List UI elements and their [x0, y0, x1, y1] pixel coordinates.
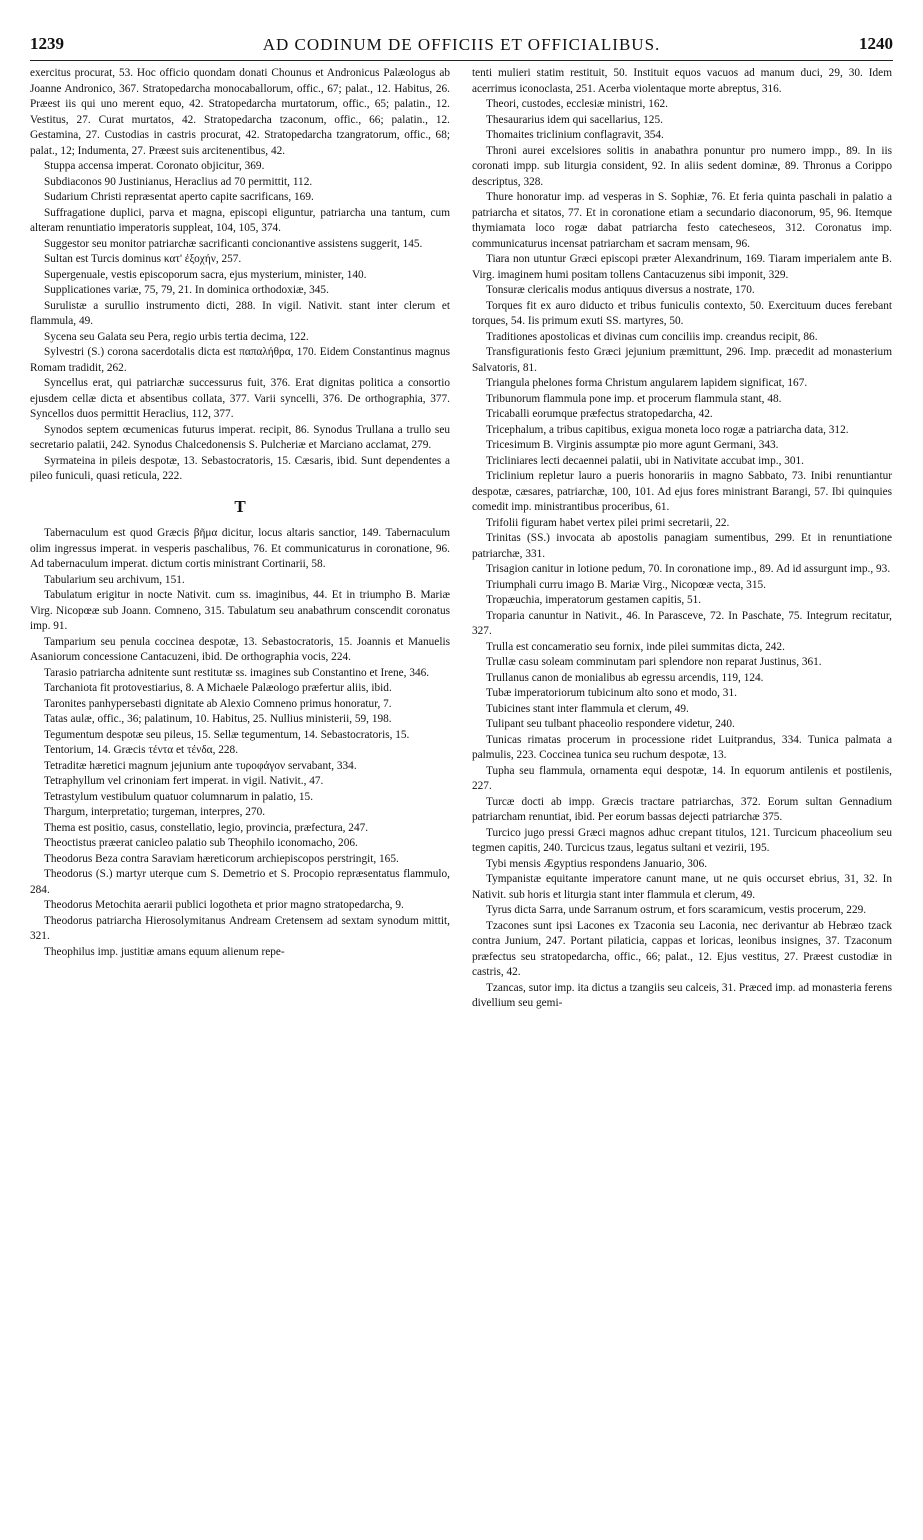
- index-entry: Trullæ casu soleam comminutam pari splendore non reparat Justinus, 361.: [486, 656, 822, 668]
- index-entry: Syrmateina in pileis despotæ, 13. Sebastocratoris, 15. Cæsaris, ibid. Sunt dependentes a pileo funiculi, quasi reticula, 222.: [30, 454, 450, 482]
- index-entry: Tarchaniota fit protovestiarius, 8. A Michaele Palæologo præfertur aliis, ibid.: [44, 682, 392, 694]
- index-entry: Theodorus patriarcha Hierosolymitanus Andream Cretensem ad sextam synodum mittit, 321.: [30, 914, 450, 942]
- running-title: AD CODINUM DE OFFICIIS ET OFFICIALIBUS.: [262, 35, 661, 54]
- index-entry: Throni aurei excelsiores solitis in anabathra ponuntur pro numero impp., 89. In iis coronati impp. sub liturgia consident, 92. In aliis sedent dominæ, 89. Thronus a Corippo descriptus, 328.: [472, 144, 892, 188]
- index-entry: Tricaballi eorumque præfectus stratopedarcha, 42.: [486, 408, 713, 420]
- index-entry: Tabularium seu archivum, 151.: [44, 573, 185, 586]
- index-entry: Tetraditæ hæretici magnum jejunium ante τυροφάγον servabant, 334.: [44, 759, 357, 772]
- index-entry: Supplicationes variæ, 75, 79, 21. In dominica orthodoxiæ, 345.: [44, 284, 329, 296]
- index-entry: Trulla est concameratio seu fornix, inde pilei summitas dicta, 242.: [486, 640, 785, 653]
- index-entry: Trisagion canitur in lotione pedum, 70. In coronatione imp., 89. Ad id assurgunt imp., 93.: [486, 563, 891, 575]
- index-entry: Tabernaculum est quod Græcis βῆμα dicitur, locus altaris sanctior, 149. Tabernaculum olim ingressus imperat. in vesperis paschalibus, 76. Et communicaturus in coronatione, 96. Ad tabernaculum imperat. dictum cortis ministrant Cortinarii, 58.: [30, 527, 450, 570]
- right-page-number: 1240: [859, 34, 893, 53]
- left-column: [30, 66, 450, 1526]
- index-entry: Tonsuræ clericalis modus antiquus diversus a nostrate, 170.: [486, 284, 755, 296]
- index-entry: tenti mulieri statim restituit, 50. Instituit equos vacuos ad manum duci, 29, 30. Idem acerrimus iconoclasta, 251. Acerba violentaque morte abreptus, 316.: [472, 67, 892, 95]
- index-entry: Turcico jugo pressi Græci magnos adhuc crepant titulos, 121. Turcicum phaceolium seu tegmen capitis, 240. Turcicus tzaus, legatus sultani et vezirii, 195.: [472, 826, 892, 854]
- right-entries: [472, 66, 892, 1012]
- index-entry: Triclinium repletur lauro a pueris honorariis in magno Sabbato, 73. Inibi renuntiantur despotæ, cæsares, patriarchæ, 100, 101. Ad ejus fores ministrant Barangi, 57. Ibi quinquies comedit imp. ministrantibus proceribus, 61.: [472, 470, 892, 513]
- index-entry: Tricephalum, a tribus capitibus, exigua moneta loco rogæ a patriarcha data, 312.: [486, 423, 849, 436]
- index-entry: Sultan est Turcis dominus κατ' ἐξοχήν, 257.: [44, 253, 242, 265]
- index-entry: Thesaurarius idem qui sacellarius, 125.: [486, 113, 663, 126]
- index-entry: Tubicines stant inter flammula et clerum, 49.: [486, 702, 689, 715]
- index-entry: Theodorus Beza contra Saraviam hæreticorum archiepiscopos perstringit, 165.: [44, 852, 399, 865]
- index-entry: Triumphali curru imago B. Mariæ Virg., Nicopœæ vecta, 315.: [486, 578, 766, 591]
- index-entry: Tetrastylum vestibulum quatuor columnarum in palatio, 15.: [44, 790, 314, 803]
- index-entry: Supergenuale, vestis episcoporum sacra, ejus mysterium, minister, 140.: [44, 268, 367, 281]
- index-entry: Theodorus Metochita aerarii publici logotheta et prior magno stratopedarcha, 9.: [44, 899, 404, 911]
- index-entry: Tatas aulæ, offic., 36; palatinum, 10. Habitus, 25. Nullius ministerii, 59, 198.: [44, 713, 392, 725]
- running-header: [30, 34, 893, 61]
- index-entry: Thomaites triclinium conflagravit, 354.: [486, 129, 664, 141]
- index-entry: Tabulatum erigitur in nocte Nativit. cum ss. imaginibus, 44. Et in triumpho B. Mariæ Virg. Nicopœæ sub Joann. Comneno, 315. Tabulatum seu anabathrum conscendit coronatus imp. 91.: [30, 589, 450, 632]
- index-entry: Tzancas, sutor imp. ita dictus a tzangiis seu calceis, 31. Præced imp. ad monasteria ferens divellium seu gemi-: [472, 981, 892, 1009]
- index-entry: Tropæuchia, imperatorum gestamen capitis, 51.: [486, 594, 702, 606]
- index-entry: Torques fit ex auro diducto et tribus funiculis contexto, 50. Exercituum duces ferebant torques, 54. Iis primum exuti SS. martyres, 50.: [472, 299, 892, 327]
- index-entry: Sudarium Christi repræsentat aperto capite sacrificans, 169.: [44, 191, 314, 203]
- index-entry: Thema est positio, casus, constellatio, legio, provincia, præfectura, 247.: [44, 821, 369, 834]
- left-page-number: 1239: [30, 34, 64, 53]
- index-entry: Stuppa accensa imperat. Coronato objicitur, 369.: [44, 160, 265, 172]
- index-entry: Tribunorum flammula pone imp. et procerum flammula stant, 48.: [486, 392, 782, 405]
- index-entry: Tarasio patriarcha adnitente sunt restitutæ ss. imagines sub Constantino et Irene, 346.: [44, 666, 430, 679]
- index-entry: Tubæ imperatoriorum tubicinum alto sono et modo, 31.: [486, 687, 737, 699]
- index-entry: Suffragatione duplici, parva et magna, episcopi eliguntur, patriarcha una tantum, cum alteram renuntiatio imperatoris suppleat, 104, 105, 374.: [30, 206, 450, 234]
- index-entry: Thure honoratur imp. ad vesperas in S. Sophiæ, 76. Et feria quinta paschali in palatio a patriarcha et sitatos, 77. Et in coronatione etiam a secundario diaconorum, 95, 96. Itemque thymiamata loco rogæ dabat patriarcha festo catecheseos, 312. Coronatus imp. communicaturus incensat patriarcham et sacram mensam, 96.: [472, 191, 892, 250]
- index-entry: Thargum, interpretatio; turgeman, interpres, 270.: [44, 806, 266, 818]
- index-entry: Trifolii figuram habet vertex pilei primi secretarii, 22.: [486, 516, 730, 529]
- index-entry: Tympanistæ equitante imperatore canunt mane, ut ne quis occurset ebrius, 31, 32. In Nativit. sub horis et liturgia stant inter flammula et clerum, 49.: [472, 873, 892, 901]
- index-entry: Tegumentum despotæ seu pileus, 15. Sellæ tegumentum, 14. Sebastocratoris, 15.: [44, 728, 410, 741]
- index-entry: Turcæ docti ab impp. Græcis tractare patriarchas, 372. Eorum sultan Gennadium patriarcham renuntiat, ibid. Per eorum bassas dejecti patriarchæ 375.: [472, 795, 892, 823]
- index-entry: Sylvestri (S.) corona sacerdotalis dicta est παπαλήθρα, 170. Eidem Constantinus magnus Romam tradidit, 262.: [30, 346, 450, 374]
- index-entry: Tamparium seu penula coccinea despotæ, 13. Sebastocratoris, 15. Joannis et Manuelis Asaniorum concessione Cantacuzeni, ibid. De orthographia vocis, 224.: [30, 635, 450, 663]
- index-entry: Tetraphyllum vel crinoniam fert imperat. in vigil. Nativit., 47.: [44, 775, 324, 787]
- index-entry: Tybi mensis Ægyptius respondens Januario, 306.: [486, 857, 708, 870]
- index-entry: Tentorium, 14. Græcis τέντα et τένδα, 228.: [44, 744, 239, 756]
- index-entry: Transfigurationis festo Græci jejunium præmittunt, 296. Imp. præcedit ad monasterium Salvatoris, 81.: [472, 346, 892, 374]
- index-entry: Tupha seu flammula, ornamenta equi despotæ, 14. In equorum antilenis et postilenis, 227.: [472, 764, 892, 792]
- index-entry: Syncellus erat, qui patriarchæ successurus fuit, 376. Erat dignitas politica a consortio ejusdem cellæ dicta et absentibus collata, 377. Varii syncelli, 376. De orthographia, 377. Syncellos duos permittit Heraclius, 112, 377.: [30, 377, 450, 420]
- index-entry: Trullanus canon de monialibus ab egressu arcendis, 119, 124.: [486, 671, 764, 684]
- index-entry: Tunicas rimatas procerum in processione ridet Luitprandus, 334. Tunica palmata a palmulis, 223. Coccinea tunica seu ruchum despotæ, 13.: [472, 733, 892, 761]
- index-entry: Sycena seu Galata seu Pera, regio urbis tertia decima, 122.: [44, 330, 309, 343]
- index-entry: Suggestor seu monitor patriarchæ sacrificanti concionantive assistens suggerit, 145.: [44, 237, 423, 250]
- index-entry: Tulipant seu tulbant phaceolio respondere videtur, 240.: [486, 718, 735, 730]
- left-entries-bottom: [30, 526, 450, 960]
- left-entries-top: [30, 66, 450, 485]
- index-entry: Tiara non utuntur Græci episcopi præter Alexandrinum, 169. Tiaram imperialem ante B. Virg. imaginem humi positam tollens Cantacuzenus sibi imponit, 329.: [472, 253, 892, 281]
- index-entry: Tricesimum B. Virginis assumptæ pio more agunt Germani, 343.: [486, 439, 779, 451]
- index-entry: Troparia canuntur in Nativit., 46. In Parasceve, 72. In Paschate, 75. Integrum recitatur, 327.: [472, 609, 892, 637]
- index-entry: Theodorus (S.) martyr uterque cum S. Demetrio et S. Procopio repræsentatus flammulo, 284.: [30, 868, 450, 896]
- index-entry: Taronites panhypersebasti dignitate ab Alexio Comneno primus honoratur, 7.: [44, 697, 392, 710]
- index-entry: Traditiones apostolicas et divinas cum conciliis imp. creandus recipit, 86.: [486, 330, 818, 343]
- index-entry: Tzacones sunt ipsi Lacones ex Tzaconia seu Laconia, nec derivantur ab Hebræo tzack contra Junium, 247. Portant pilaticia, cappas et loricas, leonibus insignes, 37. Tzaconum præfectus seu stratopedarcha, offic., 66; palat., 12. Ejus vestitus, 27. Præest custodiæ in castris, 42.: [472, 919, 892, 978]
- index-entry: Triangula phelones forma Christum angularem lapidem significat, 167.: [486, 377, 808, 389]
- index-entry: Synodos septem œcumenicas futurus imperat. recipit, 86. Synodus Trullana a trullo seu secretario palatii, 242. Synodus Chalcedonensis S. Pulcheriæ et Marciano acclamat, 279.: [30, 423, 450, 451]
- index-entry: Theori, custodes, ecclesiæ ministri, 162.: [486, 98, 668, 110]
- index-entry: exercitus procurat, 53. Hoc officio quondam donati Chounus et Andronicus Palæologus ab Joanne Andronico, 367. Stratopedarcha monocaballorum, offic., 67; palat., 12. Habitus, 26. Præest iis qui uno merent equo, 42. Stratopedarcha murtatorum, offic., 65; palatin., 12. Vestitus, 27. Curat murtatos, 42. Stratopedarcha tzaconum, offic., 66; palatin., 12. Gestamina, 27. Custodias in castris procurat, 42. Stratopedarcha tzangratorum, offic., 68; palat., 12; Indumenta, 27. Præest suis arcitenentibus, 42.: [30, 67, 450, 157]
- section-letter: T: [234, 496, 246, 516]
- index-entry: Subdiaconos 90 Justinianus, Heraclius ad 70 permittit, 112.: [44, 175, 313, 188]
- index-entry: Trinitas (SS.) invocata ab apostolis panagiam sumentibus, 299. Et in renuntiatione patriarchæ, 331.: [472, 532, 892, 560]
- index-entry: Surulistæ a surullio instrumento dicti, 288. In vigil. Nativit. stant inter clerum et flammula, 49.: [30, 299, 450, 327]
- index-entry: Theoctistus præerat canicleo palatio sub Theophilo iconomacho, 206.: [44, 837, 358, 849]
- index-entry: Tricliniares lecti decaennei palatii, ubi in Nativitate accubat imp., 301.: [486, 454, 804, 467]
- right-column: [472, 66, 892, 1526]
- index-entry: Tyrus dicta Sarra, unde Sarranum ostrum, et fors scaramicum, vestis procerum, 229.: [486, 904, 867, 916]
- index-entry: Theophilus imp. justitiæ amans equum alienum repe-: [44, 945, 285, 958]
